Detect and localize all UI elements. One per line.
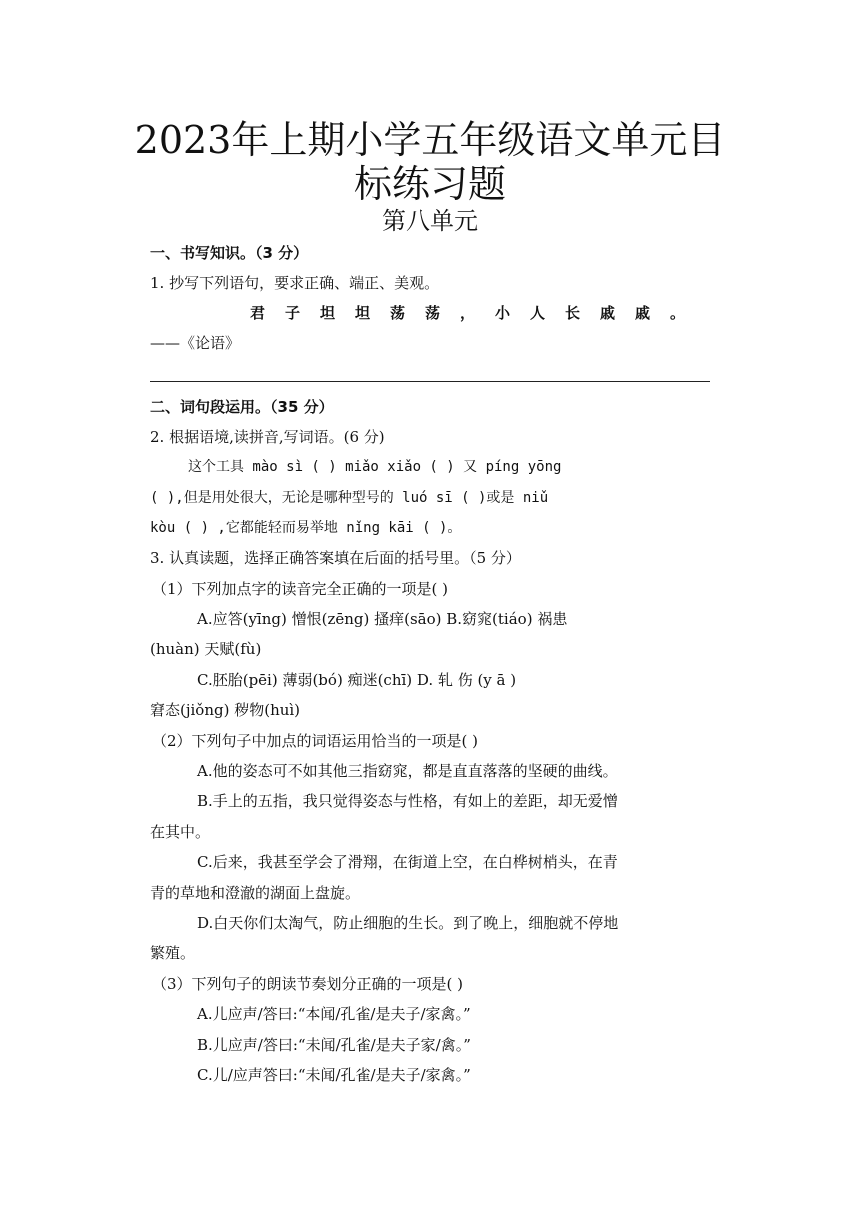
question-3-2-option-d-cont: 繁殖。 — [150, 944, 196, 962]
question-3: 3. 认真读题，选择正确答案填在后面的括号里。（5 分） — [150, 549, 521, 567]
question-1-quote: 君子坦坦荡荡，小人长戚戚。 — [250, 304, 706, 322]
question-1-source: ——《论语》 — [150, 334, 241, 352]
question-3-1: （1）下列加点字的读音完全正确的一项是( ) — [152, 580, 449, 598]
unit-subtitle: 第八单元 — [382, 207, 478, 235]
question-1: 1. 抄写下列语句，要求正确、端正、美观。 — [150, 274, 440, 292]
section-2-heading: 二、词句段运用。（35 分） — [150, 398, 334, 416]
question-2-line-1: 这个工具 mào sì ( ) miǎo xiǎo ( ) 又 píng yōng — [188, 459, 562, 475]
question-2-line-3: kòu ( ) ,它都能轻而易举地 nǐng kāi ( )。 — [150, 520, 462, 536]
writing-line — [150, 381, 710, 382]
question-3-2-option-c-cont: 青的草地和澄澈的湖面上盘旋。 — [150, 884, 361, 902]
question-3-1-option-b-cont: (huàn) 天赋(fù) — [150, 640, 262, 658]
title-line-2: 标练习题 — [353, 162, 506, 206]
question-3-1-option-c-d: C.胚胎(pēi) 薄弱(bó) 痴迷(chī) D. 轧 伤 (y ā ) — [197, 671, 517, 689]
question-3-3: （3）下列句子的朗读节奏划分正确的一项是( ) — [152, 975, 464, 993]
title-line-1: 2023年上期小学五年级语文单元目 — [134, 118, 726, 162]
question-3-2-option-b: B.手上的五指，我只觉得姿态与性格，有如上的差距，却无爱憎 — [197, 792, 618, 810]
question-3-2: （2）下列句子中加点的词语运用恰当的一项是( ) — [152, 732, 479, 750]
question-3-2-option-a: A.他的姿态可不如其他三指窈窕，都是直直落落的坚硬的曲线。 — [197, 762, 618, 780]
question-3-2-option-c: C.后来，我甚至学会了滑翔，在街道上空，在白桦树梢头，在青 — [197, 853, 618, 871]
question-3-3-option-c: C.儿/应声答曰:“未闻/孔雀/是夫子/家禽。” — [197, 1066, 471, 1084]
question-3-3-option-a: A.儿应声/答曰:“本闻/孔雀/是夫子/家禽。” — [197, 1005, 471, 1023]
question-2: 2. 根据语境,读拼音,写词语。(6 分) — [150, 428, 385, 446]
question-3-3-option-b: B.儿应声/答曰:“未闻/孔雀/是夫子家/禽。” — [197, 1036, 471, 1054]
section-1-heading: 一、书写知识。（3 分） — [150, 244, 309, 262]
question-3-2-option-b-cont: 在其中。 — [150, 823, 211, 841]
question-3-1-option-d-cont: 窘态(jiǒng) 秽物(huì) — [150, 701, 301, 719]
question-3-2-option-d: D.白天你们太淘气，防止细胞的生长。到了晚上，细胞就不停地 — [197, 914, 619, 932]
question-2-line-2: ( ),但是用处很大，无论是哪种型号的 luó sī ( )或是 niǔ — [150, 490, 549, 506]
question-3-1-option-a-b: A.应答(yīng) 憎恨(zēng) 搔痒(sāo) B.窈窕(tiáo) 祸患 — [197, 610, 568, 628]
